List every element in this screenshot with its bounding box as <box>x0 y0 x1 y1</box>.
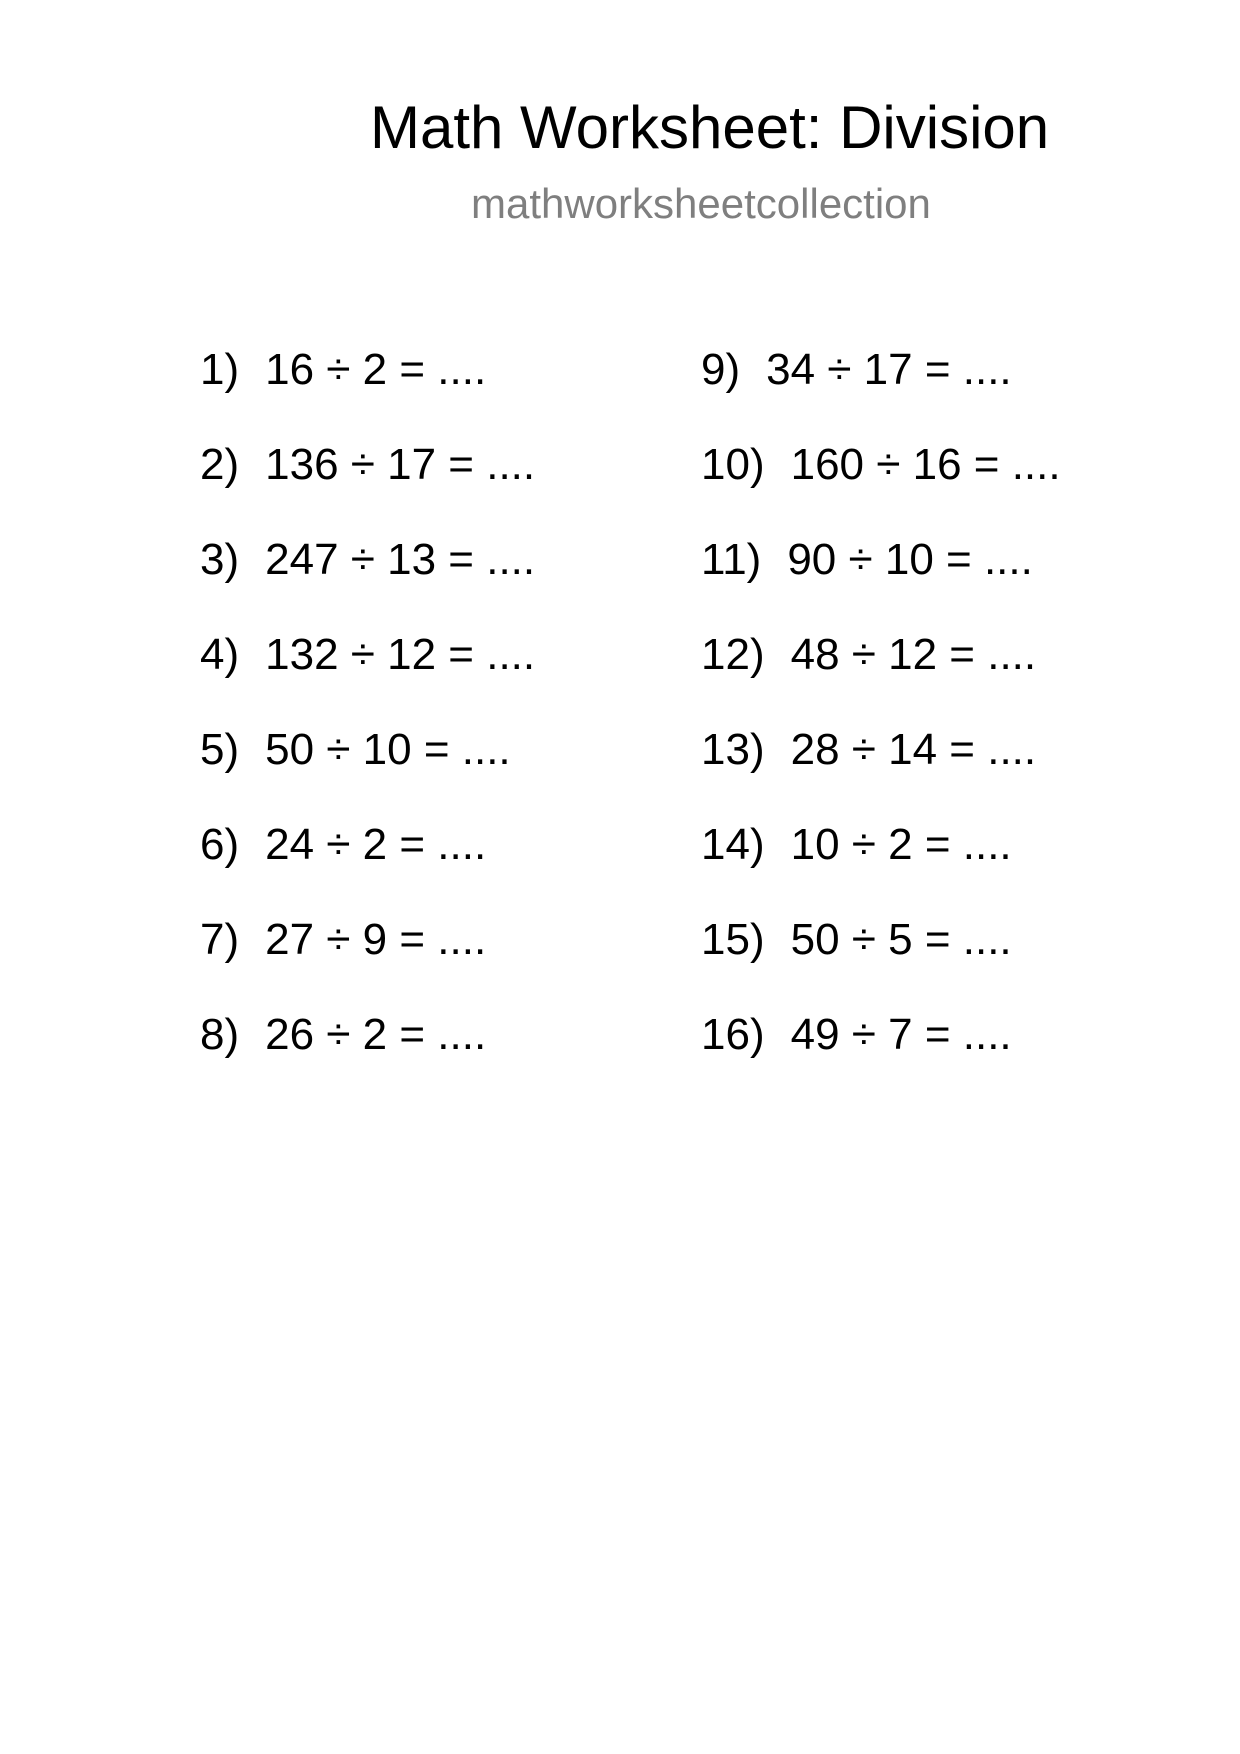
problem-expression: 10 ÷ 2 = .... <box>790 820 1012 869</box>
problem-3 <box>200 535 536 633</box>
problems-column-right <box>701 345 1061 1108</box>
problem-number: 11) <box>701 535 762 584</box>
problem-number: 8) <box>200 1010 240 1059</box>
problem-number: 15) <box>701 915 765 964</box>
problem-number: 6) <box>200 820 240 869</box>
problem-expression: 160 ÷ 16 = .... <box>790 440 1061 489</box>
problem-8 <box>200 1010 535 1108</box>
problem-1 <box>200 345 535 443</box>
problem-number: 10) <box>701 440 765 489</box>
problem-expression: 34 ÷ 17 = .... <box>766 345 1012 394</box>
problem-number: 13) <box>701 725 765 774</box>
problem-16 <box>701 1010 1061 1108</box>
problem-number: 1) <box>200 345 240 394</box>
problem-4 <box>200 630 536 728</box>
problem-expression: 136 ÷ 17 = .... <box>265 440 536 489</box>
problem-number: 4) <box>200 630 240 679</box>
problem-9 <box>701 345 1061 443</box>
problem-14 <box>701 820 1061 918</box>
problems-column-left <box>200 345 536 1108</box>
problem-15 <box>701 915 1061 1013</box>
problem-number: 9) <box>701 345 741 394</box>
problem-expression: 132 ÷ 12 = .... <box>265 630 536 679</box>
problem-expression: 24 ÷ 2 = .... <box>265 820 487 869</box>
problem-expression: 27 ÷ 9 = .... <box>265 915 487 964</box>
problem-number: 5) <box>200 725 240 774</box>
problem-expression: 49 ÷ 7 = .... <box>790 1010 1012 1059</box>
problem-expression: 90 ÷ 10 = .... <box>787 535 1033 584</box>
problem-12 <box>701 630 1061 728</box>
problem-7 <box>200 915 535 1013</box>
problem-expression: 48 ÷ 12 = .... <box>790 630 1037 679</box>
problem-11 <box>701 535 1061 633</box>
problem-expression: 26 ÷ 2 = .... <box>265 1010 487 1059</box>
problem-5 <box>200 725 535 823</box>
problem-number: 2) <box>200 440 240 489</box>
problem-number: 14) <box>701 820 765 869</box>
problem-number: 3) <box>200 535 240 584</box>
problem-expression: 247 ÷ 13 = .... <box>265 535 536 584</box>
problem-number: 7) <box>200 915 240 964</box>
problem-6 <box>200 820 535 918</box>
problem-expression: 28 ÷ 14 = .... <box>790 725 1037 774</box>
problem-2 <box>200 440 536 538</box>
problem-10 <box>701 440 1061 538</box>
problem-number: 12) <box>701 630 765 679</box>
page-subtitle: mathworksheetcollection <box>471 180 931 227</box>
page-title: Math Worksheet: Division <box>370 94 1050 161</box>
problem-expression: 16 ÷ 2 = .... <box>265 345 487 394</box>
problem-number: 16) <box>701 1010 765 1059</box>
problem-expression: 50 ÷ 5 = .... <box>790 915 1012 964</box>
problem-expression: 50 ÷ 10 = .... <box>265 725 511 774</box>
problem-13 <box>701 725 1061 823</box>
